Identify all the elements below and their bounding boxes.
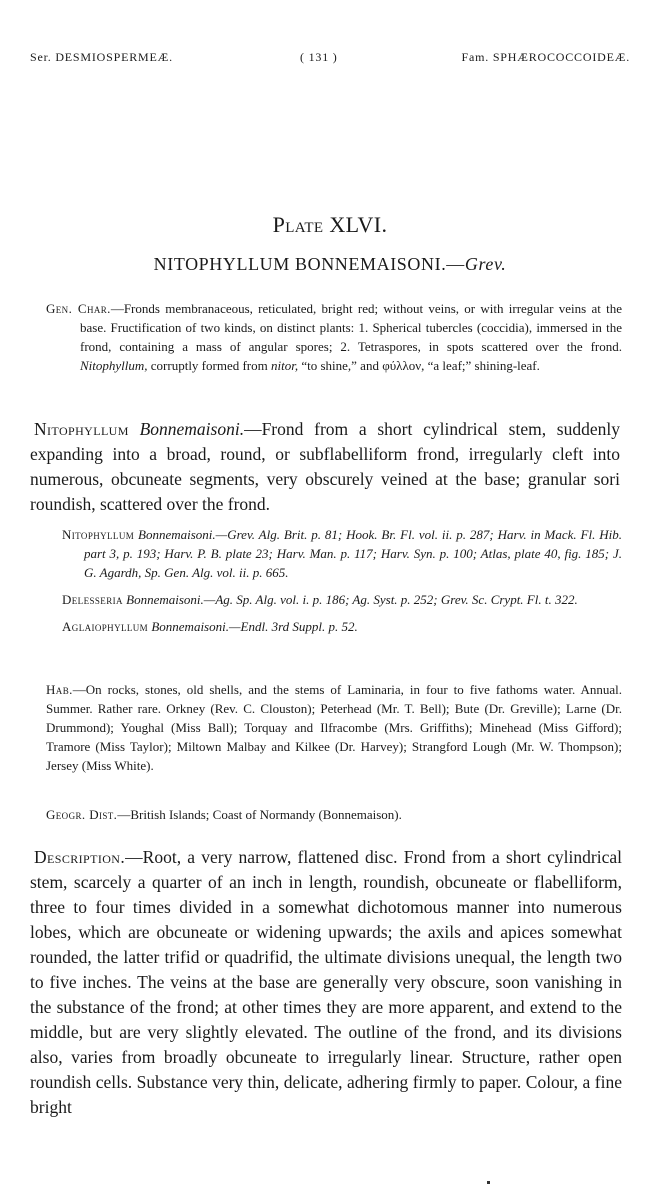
generic-character [46,299,622,375]
species-title [0,254,660,275]
species-diagnosis [30,417,620,517]
synonym-entry [62,590,622,609]
synonymy-list [62,525,622,644]
synonym-entry [62,525,622,582]
synonym-entry [62,617,622,636]
running-header [30,50,630,70]
header-family: Fam. SPHÆROCOCCOIDEÆ. [461,50,630,64]
distribution-text: —British Islands; Coast of Normandy (Bonnemaison). [117,807,402,822]
gen-char-text-2: corruptly formed from [147,358,271,373]
synonym-references: Bonnemaisoni.—Ag. Sp. Alg. vol. i. p. 186; Ag. Syst. p. 252; Grev. Sc. Crypt. Fl. t. 322. [126,592,578,607]
header-series: Ser. DESMIOSPERMEÆ. [30,50,173,64]
gen-char-genus: Nitophyllum, [80,358,148,373]
diagnosis-genus: Nitophyllum [34,419,129,439]
description-label: Description. [34,847,126,867]
gen-char-text-3: “to shine,” and φύλλον, “a leaf;” shining-leaf. [298,358,540,373]
diagnosis-epithet: Bonnemaisoni. [139,419,245,439]
synonym-references: Bonnemaisoni.—Endl. 3rd Suppl. p. 52. [151,619,358,634]
species-name: NITOPHYLLUM BONNEMAISONI.— [153,254,465,274]
plate-title: Plate XLVI. [272,212,388,237]
synonym-genus: Delesseria [62,592,123,607]
habitat-text: —On rocks, stones, old shells, and the stems of Laminaria, in four to five fathoms water. Annual. Summer. Rather rare. Orkney (Rev. C. Clouston); Peterhead (Mr. T. Bell); Bute (Dr. Greville); Larne (Dr. Drummond); Youghal (Miss Ball); Torquay and Ilfracombe (Mrs. Griffiths); Minehead (Miss Gifford); Tramore (Miss Taylor); Miltown Malbay and Kilkee (Dr. Harvey); Strangford Lough (Mr. W. Thompson); Jersey (Miss White). [46,682,622,773]
print-speck [487,1181,490,1184]
synonym-genus: Nitophyllum [62,527,135,542]
distribution-label: Geogr. Dist. [46,807,118,822]
species-author: Grev. [464,254,507,274]
gen-char-text: —Fronds membranaceous, reticulated, bright red; without veins, or with irregular veins at the base. Fructification of two kinds, on distinct plants: 1. Spherical tubercles (coccidia), immersed in the frond, containing a mass of angular spores; 2. Tetraspores, in spots scattered over the frond. [80,301,622,354]
gen-char-nitor: nitor, [271,358,299,373]
synonym-references: Bonnemaisoni.—Grev. Alg. Brit. p. 81; Hook. Br. Fl. vol. ii. p. 287; Harv. in Mack. Fl. Hib. part 3, p. 193; Harv. P. B. plate 23; Harv. Man. p. 117; Harv. Syn. p. 100; Atlas, plate 40, fig. 185; J. G. Agardh, Sp. Gen. Alg. vol. ii. p. 665. [84,527,623,580]
description-text: —Root, a very narrow, flattened disc. Frond from a short cylindrical stem, scarcely a quarter of an inch in length, roundish, obcuneate or flabelliform, three to four times divided in a somewhat dichotomous manner into numerous lobes, which are obcuneate or widening upwards; the axils and apices somewhat rounded, the latter trifid or quadrifid, the ultimate divisions unequal, the length two to five inches. The veins at the base are generally very obscure, soon vanishing in the substance of the frond; at other times they are more apparent, and extend to the middle, but are very slightly elevated. The outline of the frond, and its divisions also, varies from broadly obcuneate to irregularly linear. Structure, rather open roundish cells. Substance very thin, delicate, adhering firmly to paper. Colour, a fine bright [30,847,622,1117]
habitat-section [46,680,622,775]
gen-char-label: Gen. Char. [46,301,111,316]
diagnosis-text: —Frond from a short cylindrical stem, suddenly expanding into a broad, round, or subflabelliform frond, irregularly cleft into numerous, obcuneate segments, very obscurely veined at the base; granular sori roundish, scattered over the frond. [30,419,620,514]
habitat-label: Hab. [46,682,73,697]
page-number: ( 131 ) [300,50,338,64]
distribution-section [46,805,622,824]
synonym-genus: Aglaiophyllum [62,619,149,634]
description-section [30,845,622,1120]
